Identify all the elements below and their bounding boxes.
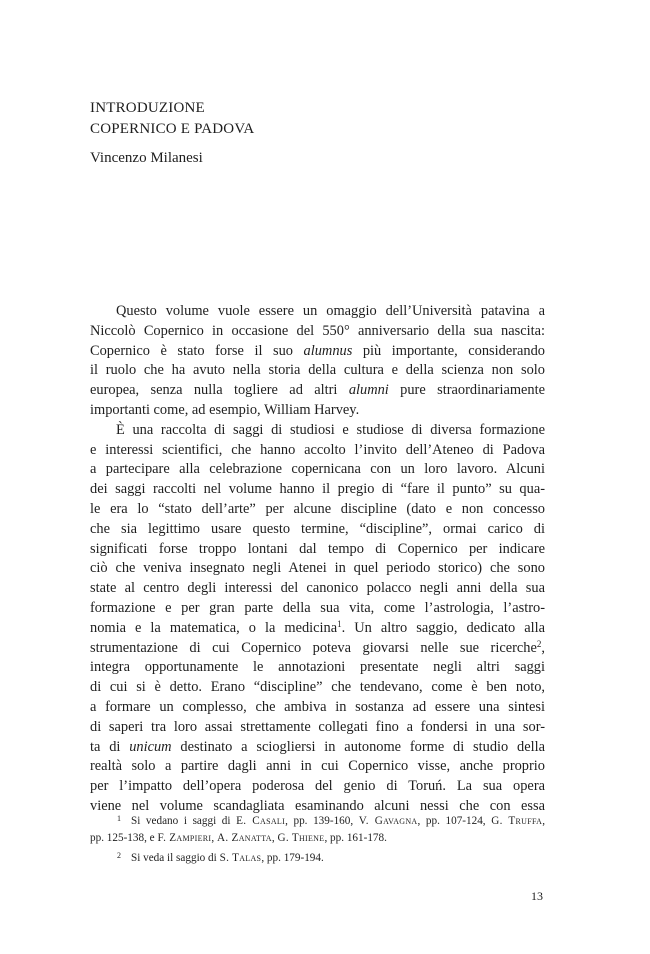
body-line — [90, 441, 545, 461]
text-run: È una raccolta di saggi di studiosi e studiose di diversa formazione — [116, 421, 545, 438]
text-run: nomia e la matematica, o la medicina — [90, 619, 338, 636]
body-line — [90, 480, 545, 500]
text-run: state al centro degli interessi del canonico polacco negli anni della sua — [90, 580, 545, 597]
chapter-title: INTRODUZIONE — [90, 100, 205, 116]
text-run: ciò che veniva insegnato negli Atenei in quel periodo storico) che sono — [90, 560, 545, 577]
text-run: realtà solo a partire dagli anni in cui Copernico visse, anche proprio — [90, 758, 545, 775]
body-text — [90, 302, 545, 817]
author-zampieri: F. Zampieri — [157, 832, 212, 844]
author-casali: E. Casali — [236, 815, 286, 827]
body-line — [90, 540, 545, 560]
body-line — [90, 421, 545, 441]
body-line — [90, 678, 545, 698]
footnote-1-number: 1 — [117, 814, 121, 823]
body-line — [90, 361, 545, 381]
text-run: importanti come, ad esempio, William Harvey. — [90, 401, 360, 418]
body-line — [90, 500, 545, 520]
text-run: ta di — [90, 738, 130, 755]
body-line — [90, 619, 545, 639]
italic-term: alumnus — [303, 342, 353, 359]
body-line — [90, 698, 545, 718]
footnote-1-line-1: $^1$ Si vedano i saggi di E. Casali, pp. 139-160, V. Gavagna, pp. 107-124, G. Truffa, — [117, 814, 546, 827]
text-run: che sia legittimo usare questo termine, “discipline”, ormai carico di — [90, 520, 545, 537]
footnote-2: $^2$ Si veda il saggio di S. Talas, pp. 179-194. — [117, 851, 324, 864]
text-run: Copernico è stato forse il suo — [90, 342, 304, 359]
footnote-2-number: 2 — [117, 851, 121, 860]
footnotes — [90, 810, 545, 867]
body-line — [90, 738, 545, 758]
chapter-heading — [90, 98, 254, 140]
body-line — [90, 579, 545, 599]
body-line — [90, 460, 545, 480]
author-truffa: G. Truffa — [491, 815, 543, 827]
italic-term: alumni — [348, 382, 389, 399]
footnote-1-line-2: pp. 125-138, e F. Zampieri, A. Zanatta, G. Thiene, pp. 161-178. — [90, 832, 387, 844]
author-name: Vincenzo Milanesi — [90, 150, 203, 166]
text-run: pure straordinariamente — [388, 382, 545, 399]
text-run: dei saggi raccolti nel volume hanno il pregio di “fare il punto” su qua- — [90, 481, 545, 498]
text-run: a partecipare alla celebrazione copernicana con un loro lavoro. Alcuni — [90, 461, 545, 478]
text-run: Niccolò Copernico in occasione del 550° anniversario della sua nascita: — [90, 322, 545, 339]
body-line — [90, 322, 545, 342]
text-run: formazione e per gran parte della sua vita, come l’astrologia, l’astro- — [90, 599, 545, 616]
text-run: , — [541, 639, 545, 656]
text-run: Questo volume vuole essere un omaggio dell’Università patavina a — [116, 303, 545, 319]
text-run: . Un altro saggio, dedicato alla — [341, 619, 545, 636]
footnote-ref: 2 — [536, 638, 542, 649]
chapter-subtitle: COPERNICO E PADOVA — [90, 121, 255, 137]
page-number: 13 — [531, 889, 543, 903]
body-line — [90, 757, 545, 777]
author-gavagna: V. Gavagna — [358, 815, 418, 827]
body-line — [90, 381, 545, 401]
text-run: strumentazione di cui Copernico poteva giovarsi nelle sue ricerche — [90, 639, 537, 656]
body-line — [90, 520, 545, 540]
footnote-ref: 1 — [337, 618, 342, 629]
text-run: a formare un complesso, che ambiva in sostanza ad essere una sintesi — [90, 698, 545, 715]
text-run: significati forse troppo lontani dal tempo di Copernico per indicare — [90, 540, 545, 557]
body-line — [90, 559, 545, 579]
body-line — [90, 639, 545, 659]
body-line — [90, 342, 545, 362]
body-line — [90, 658, 545, 678]
body-line — [90, 718, 545, 738]
text-run: di saperi tra loro assai strettamente collegati fino a fondersi in una sor- — [90, 718, 545, 735]
text-run: di cui si è detto. Erano “discipline” che tendevano, come è ben noto, — [90, 679, 545, 696]
author-thiene: G. Thiene — [277, 832, 325, 844]
body-line — [90, 599, 545, 619]
author-zanatta: A. Zanatta — [216, 832, 272, 844]
text-run: per l’impatto dell’opera poderosa del genio di Toruń. La sua opera — [90, 778, 545, 795]
text-run: europea, senza nulla togliere ad altri — [90, 382, 349, 399]
text-run: destinato a sciogliersi in autonome forme di studio della — [171, 738, 545, 755]
text-run: più importante, considerando — [352, 342, 545, 359]
text-run: e interessi scientifici, che hanno accolto l’invito dell’Ateneo di Padova — [90, 441, 545, 458]
body-line — [90, 777, 545, 797]
body-line — [90, 401, 545, 421]
author-talas: S. Talas — [219, 852, 262, 864]
italic-term: unicum — [129, 738, 172, 755]
text-run: il ruolo che ha avuto nella storia della cultura e della scienza non solo — [90, 362, 545, 379]
text-run: integra opportunamente le annotazioni presentate negli altri saggi — [90, 659, 545, 676]
text-run: le era lo “stato dell’arte” per alcune discipline (dato e non concesso — [90, 500, 545, 517]
body-line — [90, 302, 545, 322]
text-run: viene nel volume scandagliata esaminando alcuni nessi che con essa — [90, 797, 545, 814]
